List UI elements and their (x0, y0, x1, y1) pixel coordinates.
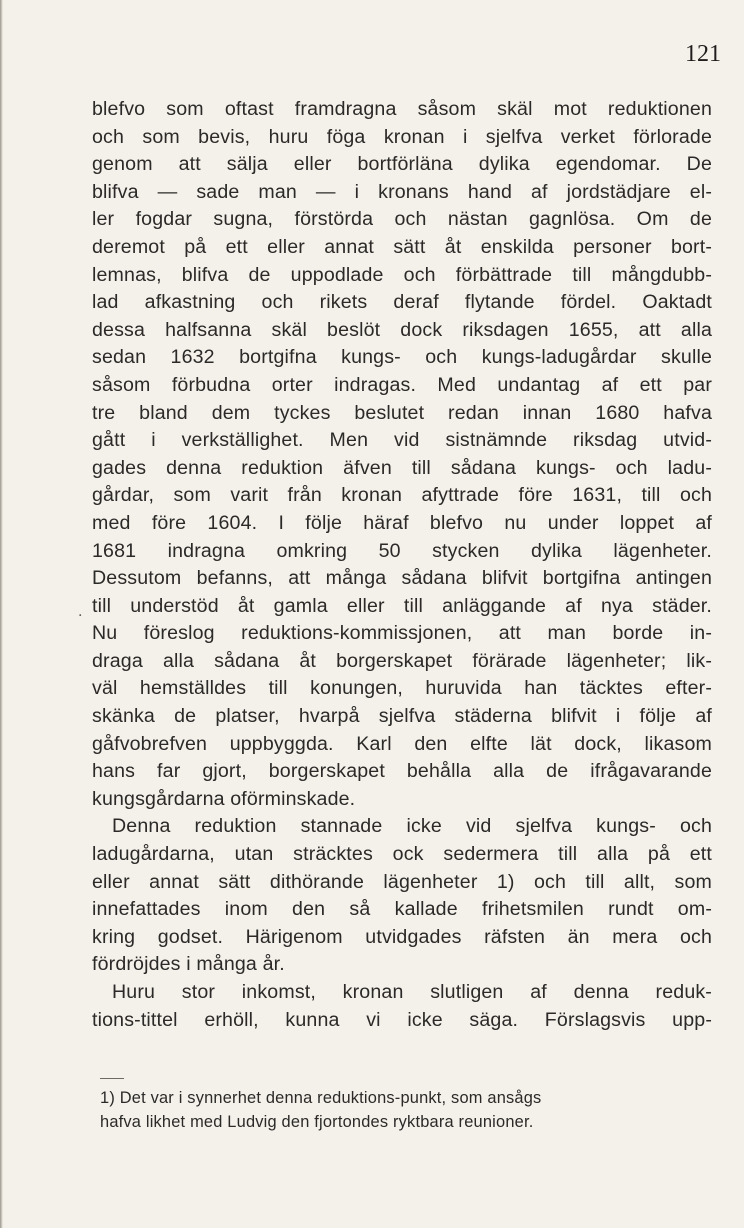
text-line: 1681 indragna omkring 50 stycken dylika lägenheter. (92, 539, 712, 562)
footnote-divider (100, 1078, 124, 1079)
text-line: tre bland dem tyckes beslutet redan innan 1680 hafva (92, 401, 712, 424)
text-line: gades denna reduktion äfven till sådana kungs- och ladu- (92, 456, 712, 479)
text-line: gåfvobrefven uppbyggda. Karl den elfte lät dock, likasom (92, 732, 712, 755)
text-line: tions-tittel erhöll, kunna vi icke säga. Förslagsvis upp- (92, 1008, 712, 1031)
text-line: Dessutom befanns, att många sådana blifvit bortgifna antingen (92, 567, 712, 590)
text-line: genom att sälja eller bortförläna dylika egendomar. De (92, 153, 712, 176)
scan-edge-shadow (0, 0, 3, 1228)
text-line: och som bevis, huru föga kronan i sjelfva verket förlorade (92, 125, 712, 148)
text-line: dessa halfsanna skäl beslöt dock riksdagen 1655, att alla (92, 318, 712, 341)
text-line: väl hemställdes till konungen, huruvida han täcktes efter- (92, 677, 712, 700)
text-line: blefvo som oftast framdragna såsom skäl mot reduktionen (92, 98, 712, 120)
margin-mark: . (78, 604, 83, 620)
paragraph-start-line: Denna reduktion stannade icke vid sjelfva kungs- och (112, 815, 712, 838)
paragraph-end-line: kungsgårdarna oförminskade. (92, 787, 356, 810)
paragraph-end-line: fördröjdes i många år. (92, 953, 285, 976)
page-number: 121 (685, 41, 721, 67)
text-line: ladugårdarna, utan sträcktes ock sedermera till alla på ett (92, 843, 712, 866)
text-line: med före 1604. I följe häraf blefvo nu under loppet af (92, 511, 712, 534)
footnote-line: 1) Det var i synnerhet denna reduktions-punkt, som ansågs (100, 1089, 542, 1107)
text-line: gått i verkställighet. Men vid sistnämnde riksdag utvid- (92, 429, 712, 452)
text-line: hans far gjort, borgerskapet behålla alla de ifrågavarande (92, 760, 712, 783)
text-line: Nu föreslog reduktions-kommissjonen, att man borde in- (92, 622, 712, 645)
text-line: såsom förbudna orter indragas. Med undantag af ett par (92, 373, 712, 396)
footnote (100, 1086, 712, 1134)
text-line: lad afkastning och rikets deraf flytande fördel. Oaktadt (92, 291, 712, 314)
text-line: sedan 1632 bortgifna kungs- och kungs-ladugårdar skulle (92, 346, 712, 369)
text-line: skänka de platser, hvarpå sjelfva städerna blifvit i följe af (92, 705, 712, 728)
body-text (92, 96, 712, 1034)
text-line: lemnas, blifva de uppodlade och förbättrade till mångdubb- (92, 263, 712, 286)
text-line: gårdar, som varit från kronan afyttrade före 1631, till och (92, 484, 712, 507)
text-line: deremot på ett eller annat sätt åt enskilda personer bort- (92, 235, 712, 258)
text-line: till understöd åt gamla eller till anläggande af nya städer. (92, 594, 712, 617)
text-line: ler fogdar sugna, förstörda och nästan gagnlösa. Om de (92, 208, 712, 231)
text-line: kring godset. Härigenom utvidgades räfsten än mera och (92, 925, 712, 948)
text-line: blifva — sade man — i kronans hand af jordstädjare el- (92, 180, 712, 203)
text-line: draga alla sådana åt borgerskapet förärade lägenheter; lik- (92, 649, 712, 672)
text-line: innefattades inom den så kallade frihetsmilen rundt om- (92, 898, 712, 921)
text-line: eller annat sätt dithörande lägenheter 1) och till allt, som (92, 870, 712, 893)
footnote-line: hafva likhet med Ludvig den fjortondes ryktbara reunioner. (100, 1113, 534, 1131)
paragraph-start-line: Huru stor inkomst, kronan slutligen af denna reduk- (112, 981, 712, 1003)
